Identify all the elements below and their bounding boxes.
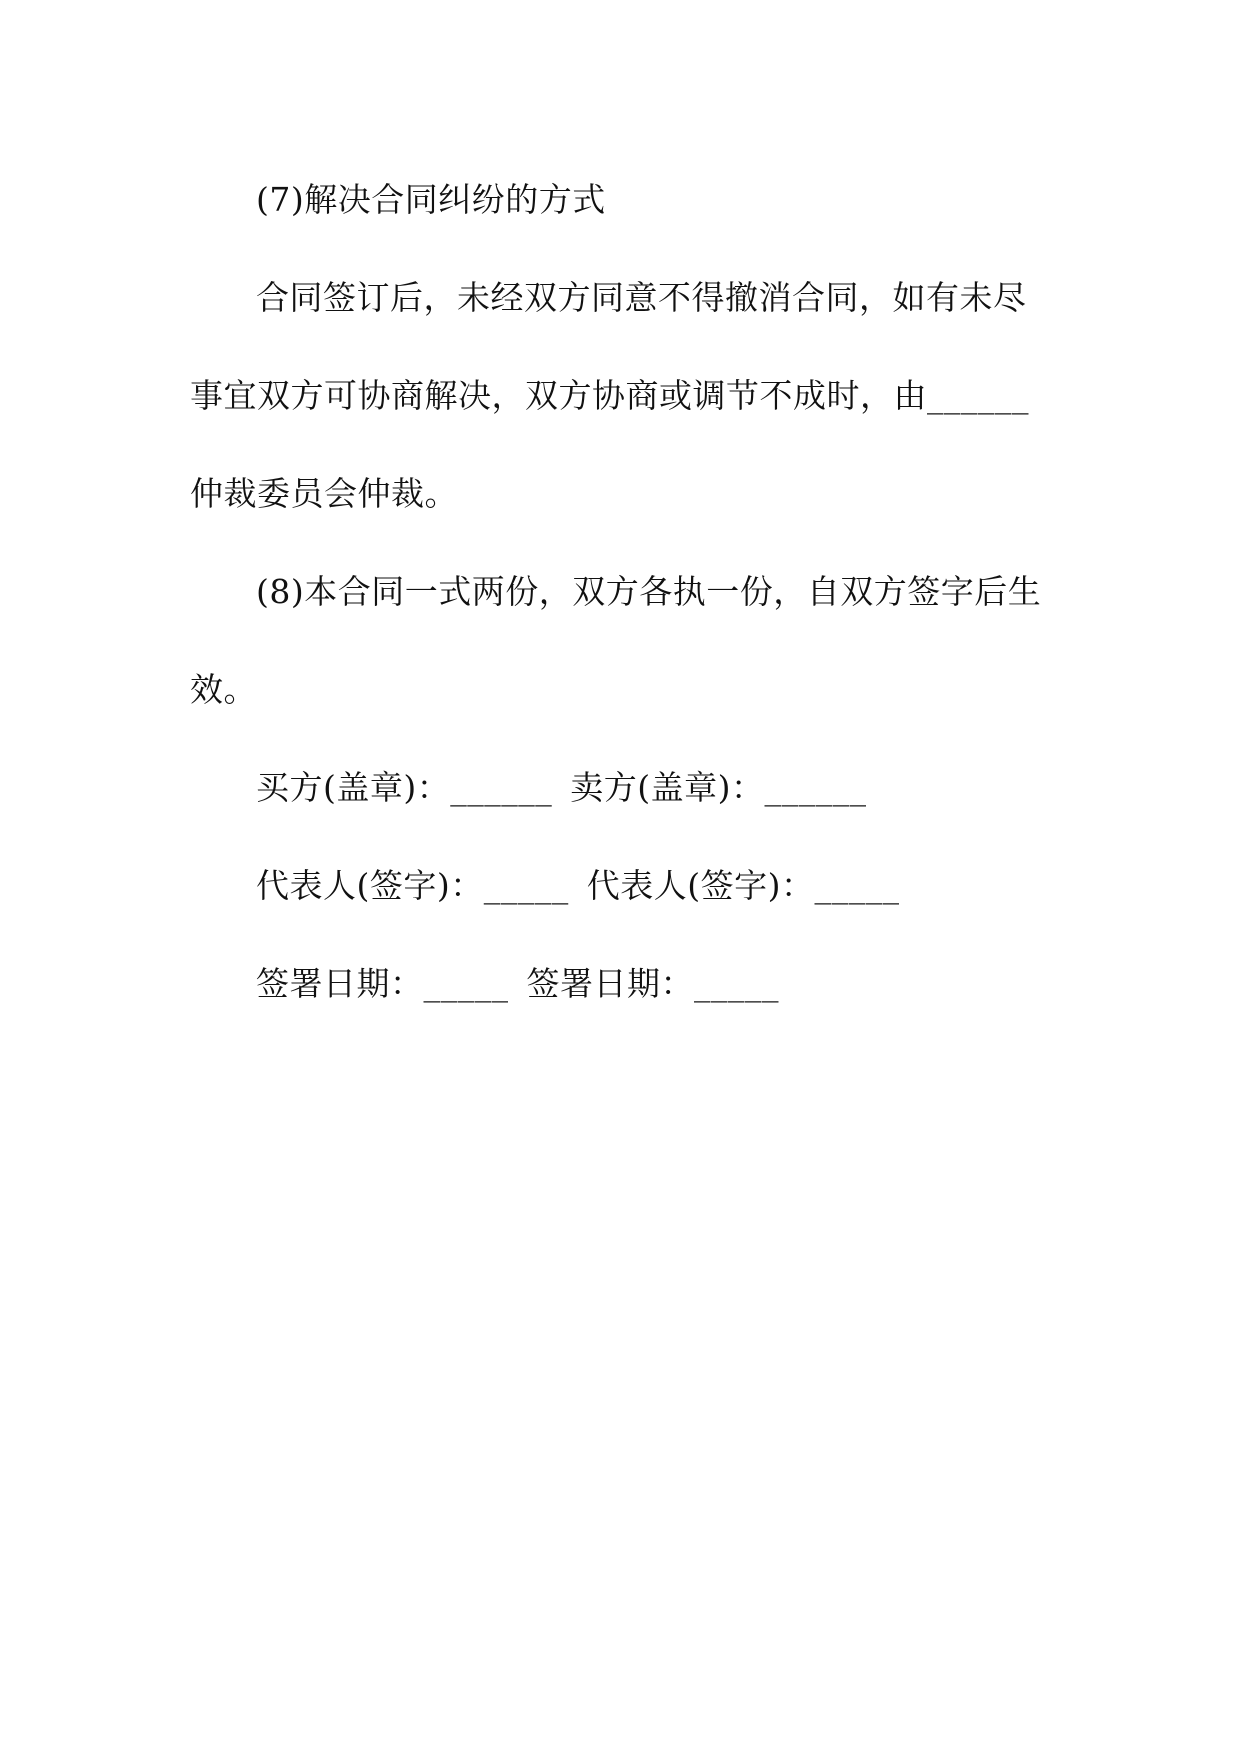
section-8-line-2: 效。 xyxy=(190,670,257,709)
section-7-heading: (7)解决合同纠纷的方式 xyxy=(256,180,606,219)
seller-seal-field: 卖方(盖章)：______ xyxy=(570,768,867,807)
section-8-line-1: (8)本合同一式两份，双方各执一份，自双方签字后生 xyxy=(256,572,1042,611)
buyer-seal-field: 买方(盖章)：______ xyxy=(256,768,553,807)
buyer-sign-date-field: 签署日期：_____ xyxy=(256,964,509,1003)
seller-sign-date-field: 签署日期：_____ xyxy=(526,964,779,1003)
section-7-paragraph-line-1: 合同签订后，未经双方同意不得撤消合同，如有未尽 xyxy=(256,278,1027,317)
seller-representative-field: 代表人(签字)：_____ xyxy=(586,866,900,905)
section-7-paragraph-line-3: 仲裁委员会仲裁。 xyxy=(190,474,458,513)
signature-row-representative xyxy=(256,866,900,906)
section-7-paragraph-line-2: 事宜双方可协商解决，双方协商或调节不成时，由______ xyxy=(190,376,1029,415)
signature-row-date xyxy=(256,964,779,1004)
signature-row-seal xyxy=(256,768,867,808)
buyer-representative-field: 代表人(签字)：_____ xyxy=(256,866,569,905)
